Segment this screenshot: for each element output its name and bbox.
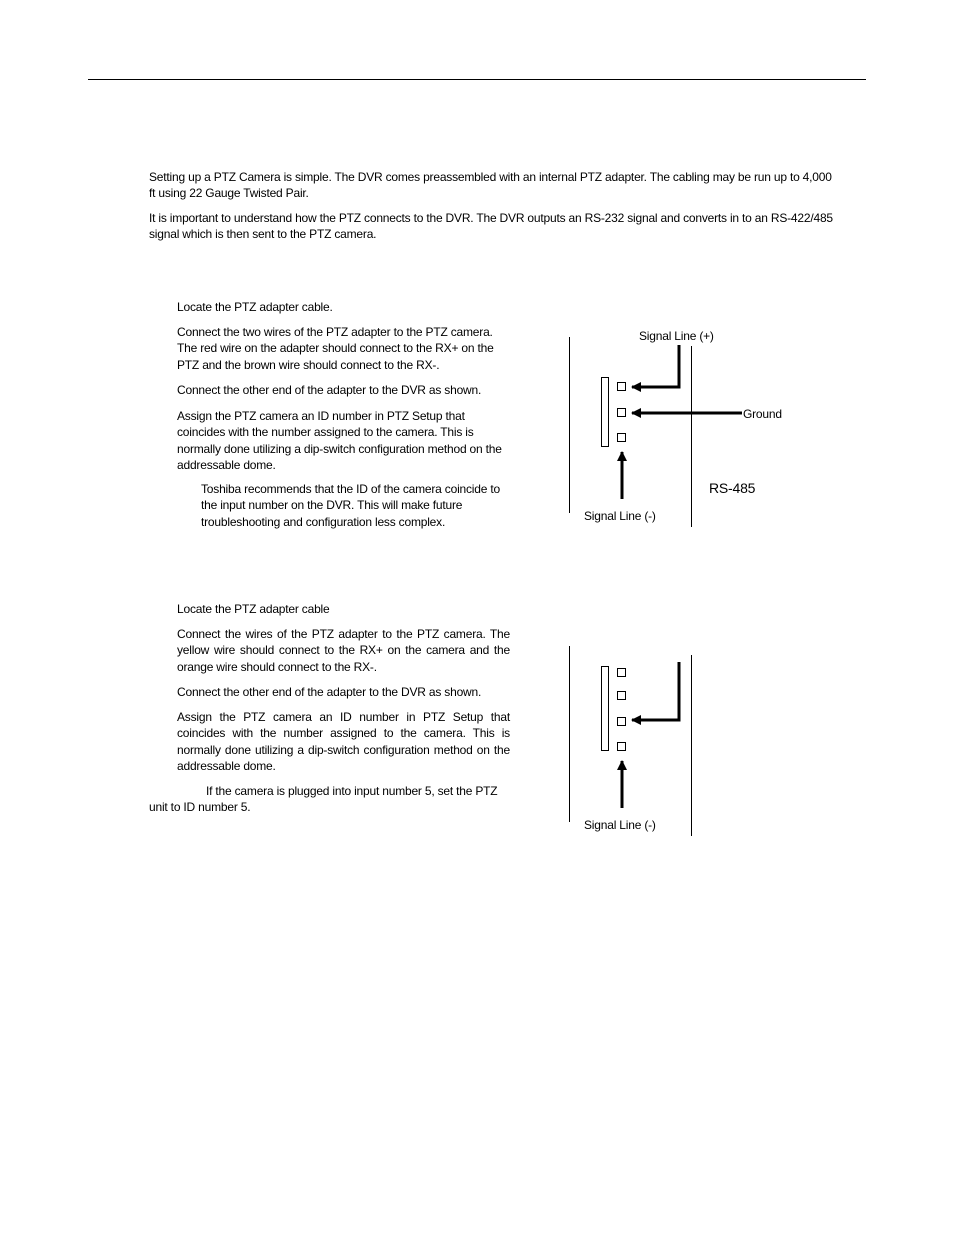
diagram1-pin-3	[618, 434, 626, 442]
label-signal-line-minus: Signal Line (-)	[584, 509, 656, 523]
intro-paragraph-2: It is important to understand how the PTZ connects to the DVR. The DVR outputs an RS-232 signal and converts in to an RS-422/485 signal which is then sent to the PTZ camera.	[149, 211, 833, 242]
intro-paragraph-1: Setting up a PTZ Camera is simple. The DVR comes preassembled with an internal PTZ adapter. The cabling may be run up to 4,000 ft using 22 Gauge Twisted Pair.	[149, 170, 832, 201]
diagram2-plus-arrow	[632, 662, 679, 720]
s1-step-3: Connect the other end of the adapter to the DVR as shown.	[177, 383, 482, 397]
label-signal-line-minus-2: Signal Line (-)	[584, 818, 656, 832]
diagram2-pin-3	[618, 718, 626, 726]
s1-step-4: Assign the PTZ camera an ID number in PTZ Setup that coincides with the number assigned to the camera. This is normally done utilizing a dip-switch configuration method on the addressable dome.	[177, 409, 502, 472]
s1-step-1: Locate the PTZ adapter cable.	[177, 300, 333, 314]
s1-note: Toshiba recommends that the ID of the camera coincide to the input number on the DVR. This will make future troubleshooting and configuration less complex.	[201, 482, 500, 529]
s1-step-2: Connect the two wires of the PTZ adapter to the PTZ camera. The red wire on the adapter should connect to the RX+ on the PTZ and the brown wire should connect to the RX-.	[177, 325, 494, 372]
diagram1-pin-1	[618, 383, 626, 391]
s2-step-4: Assign the PTZ camera an ID number in PTZ Setup that coincides with the number assigned to the camera. This is normally done utilizing a dip-switch configuration method on the addressable dome.	[177, 710, 510, 773]
diagram2-pin-1	[618, 669, 626, 677]
diagram2-pin-2	[618, 692, 626, 700]
s2-step-3: Connect the other end of the adapter to the DVR as shown.	[177, 685, 482, 699]
s2-step-2: Connect the wires of the PTZ adapter to the PTZ camera. The yellow wire should connect to the RX+ on the camera and the orange wire should connect to the RX-.	[177, 627, 510, 674]
label-ground: Ground	[743, 407, 782, 421]
rs485-diagram	[570, 337, 743, 527]
label-rs485: RS-485	[709, 480, 756, 496]
label-signal-line-plus: Signal Line (+)	[639, 329, 714, 343]
diagram1-connector-body	[602, 378, 609, 447]
diagram-2	[570, 646, 692, 836]
s2-step-1: Locate the PTZ adapter cable	[177, 602, 330, 616]
diagram2-pin-4	[618, 743, 626, 751]
diagram1-plus-arrow	[632, 345, 679, 387]
s2-example: If the camera is plugged into input number 5, set the PTZ unit to ID number 5.	[149, 784, 498, 815]
diagram1-pin-2	[618, 409, 626, 417]
diagram2-connector-body	[602, 667, 609, 751]
